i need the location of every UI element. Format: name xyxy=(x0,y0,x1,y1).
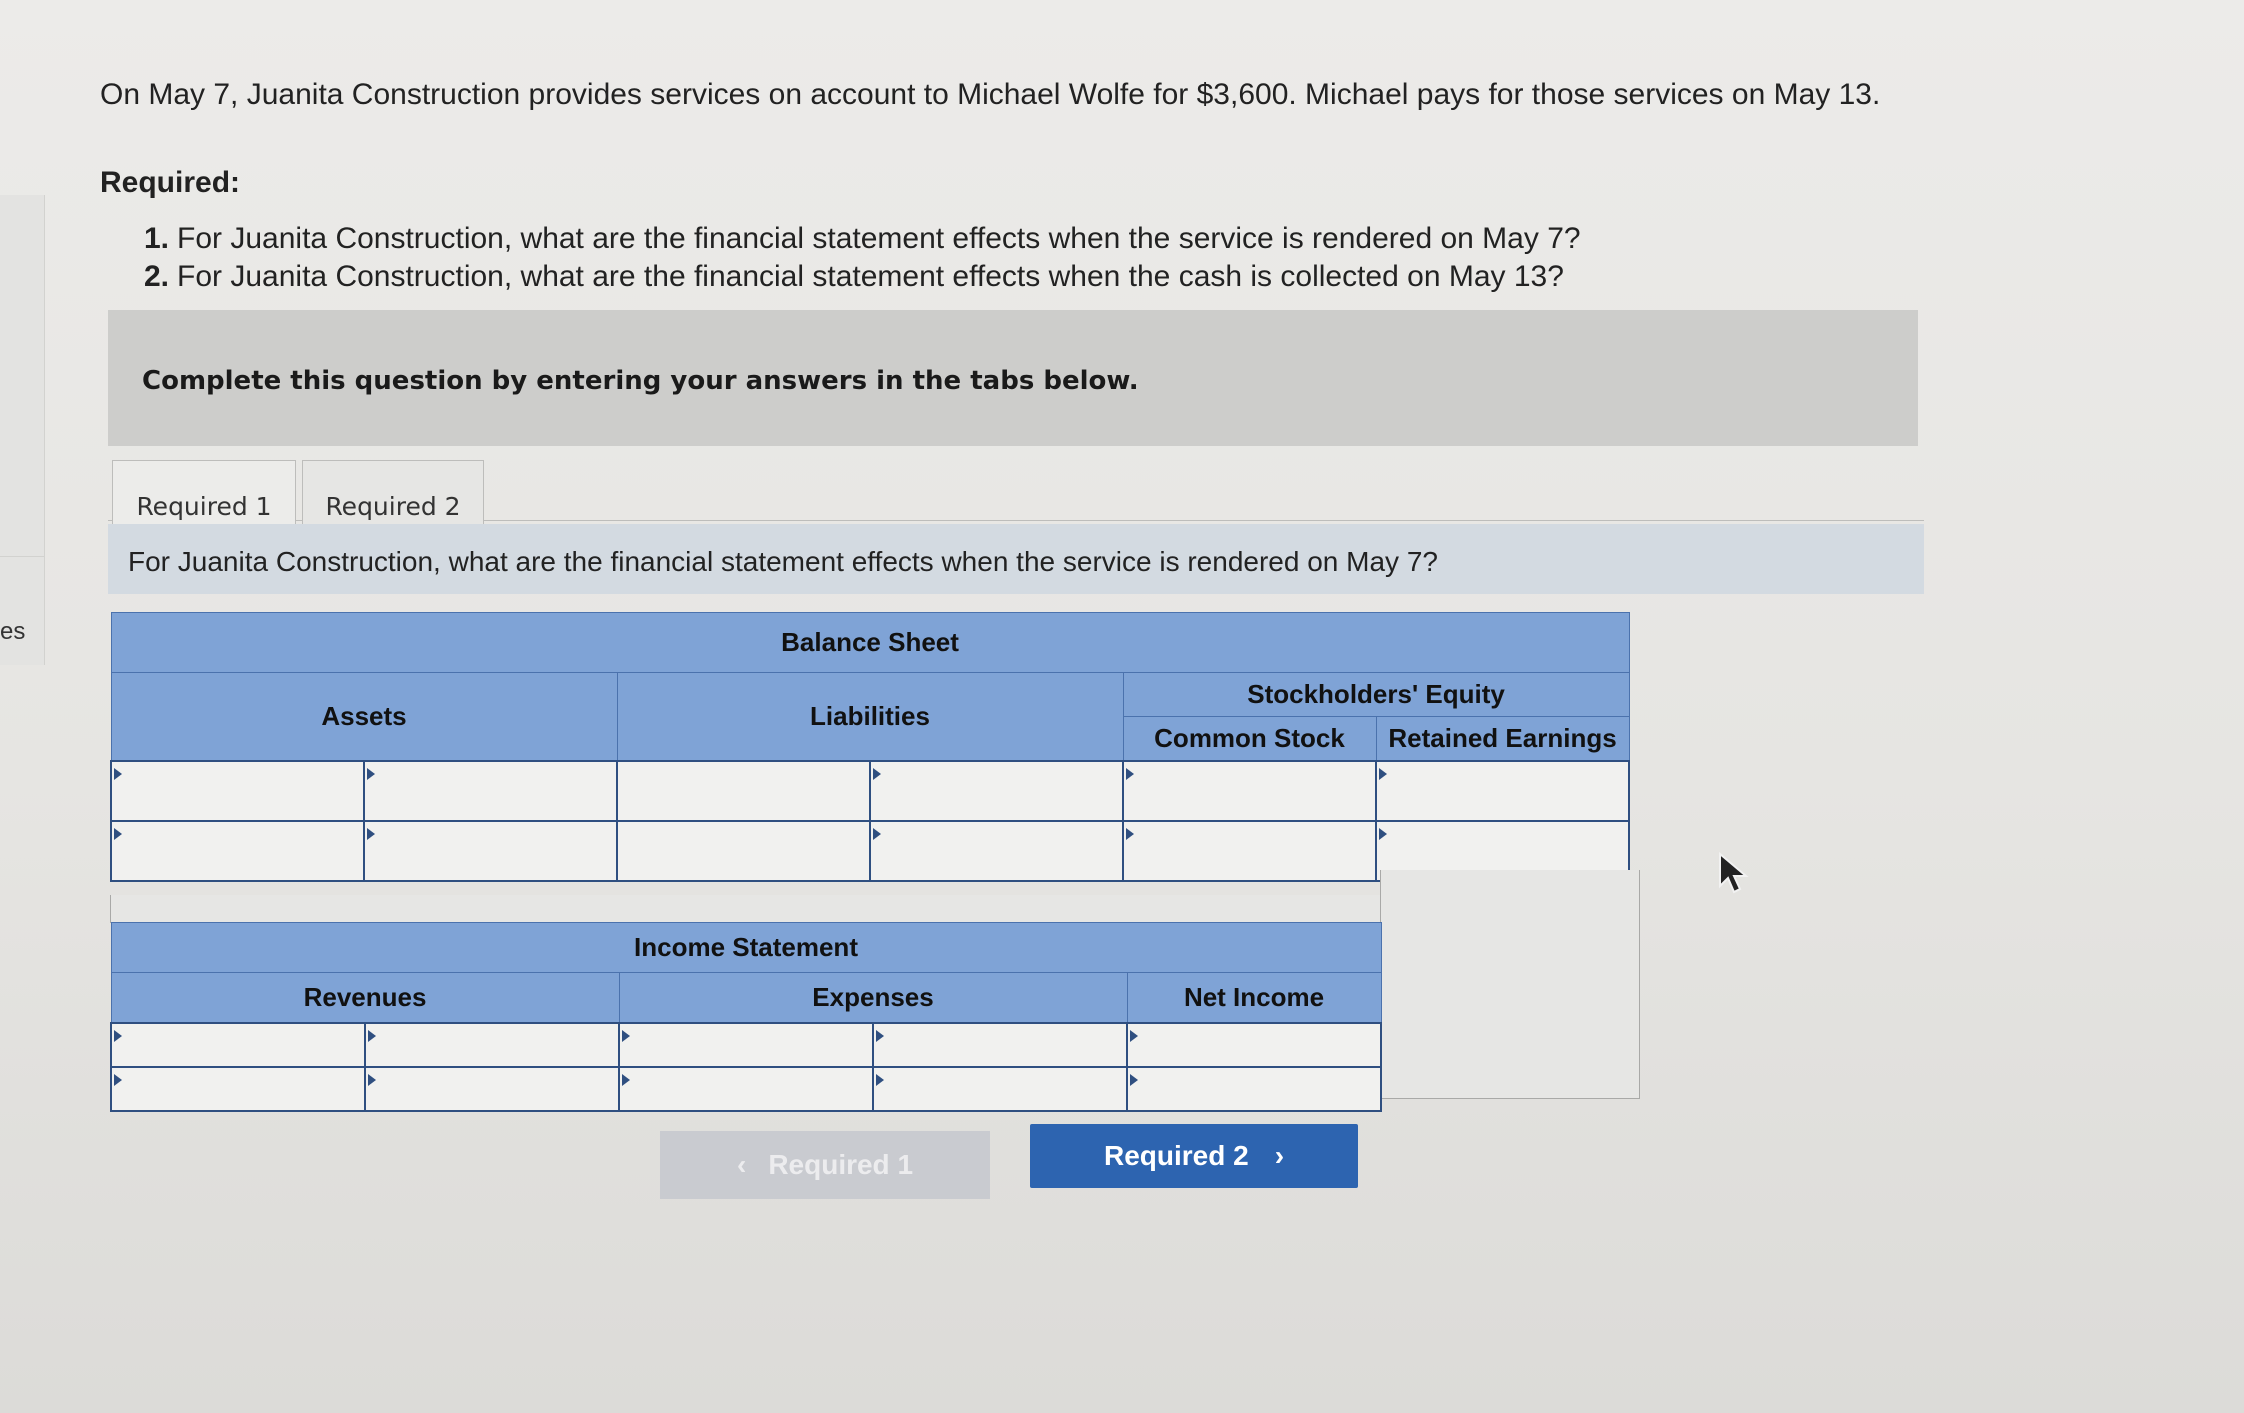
expenses-amount-cell[interactable] xyxy=(873,1023,1127,1067)
sidebar-partial-label: es xyxy=(0,618,26,645)
revenues-amount-cell[interactable] xyxy=(365,1023,619,1067)
assets-amount-input[interactable] xyxy=(365,762,616,820)
table-spacer-row xyxy=(110,895,1382,923)
previous-button-label: Required 1 xyxy=(768,1149,914,1180)
assets-account-input[interactable] xyxy=(112,762,363,820)
table-blank-area xyxy=(1380,870,1640,1099)
net-income-header: Net Income xyxy=(1127,973,1381,1023)
previous-required-button[interactable] xyxy=(660,1131,990,1199)
assets-amount-cell[interactable] xyxy=(364,821,617,881)
requirement-item xyxy=(144,258,1581,296)
required-heading: Required: xyxy=(100,166,241,199)
chevron-left-icon: ‹ xyxy=(736,1149,747,1180)
requirement-text: For Juanita Construction, what are the financial statement effects when the cash is collected on May 13? xyxy=(177,260,1564,293)
instruction-banner xyxy=(108,310,1918,446)
revenues-amount-cell[interactable] xyxy=(365,1067,619,1111)
problem-statement: On May 7, Juanita Construction provides services on account to Michael Wolfe for $3,600. Michael pays for those services on May 13. xyxy=(100,78,1881,111)
expenses-amount-input[interactable] xyxy=(874,1024,1126,1066)
requirement-text: For Juanita Construction, what are the financial statement effects when the service is rendered on May 7? xyxy=(177,222,1581,255)
chevron-right-icon: › xyxy=(1274,1140,1285,1171)
left-sidebar-divider xyxy=(0,556,44,669)
revenues-amount-input[interactable] xyxy=(366,1068,618,1110)
liabilities-account-input[interactable] xyxy=(618,762,869,820)
liabilities-amount-input[interactable] xyxy=(871,822,1122,880)
retained-earnings-cell[interactable] xyxy=(1376,761,1629,821)
requirement-item xyxy=(144,220,1581,258)
assets-amount-cell[interactable] xyxy=(364,761,617,821)
common-stock-header: Common Stock xyxy=(1123,717,1376,761)
liabilities-account-select[interactable] xyxy=(617,821,870,881)
net-income-input[interactable] xyxy=(1128,1024,1380,1066)
expenses-amount-input[interactable] xyxy=(874,1068,1126,1110)
requirements-list xyxy=(144,220,1581,296)
requirement-number: 1. xyxy=(144,222,170,255)
revenues-header: Revenues xyxy=(111,973,619,1023)
next-button-label: Required 2 xyxy=(1103,1140,1249,1171)
net-income-cell[interactable] xyxy=(1127,1023,1381,1067)
stockholders-equity-header: Stockholders' Equity xyxy=(1123,673,1629,717)
income-statement-table xyxy=(110,922,1380,1112)
assets-account-select[interactable] xyxy=(111,761,364,821)
expenses-account-input[interactable] xyxy=(620,1024,872,1066)
assets-account-input[interactable] xyxy=(112,822,363,880)
revenues-account-select[interactable] xyxy=(111,1023,365,1067)
net-income-input[interactable] xyxy=(1128,1068,1380,1110)
retained-earnings-header: Retained Earnings xyxy=(1376,717,1629,761)
assets-account-select[interactable] xyxy=(111,821,364,881)
revenues-account-input[interactable] xyxy=(112,1068,364,1110)
retained-earnings-input[interactable] xyxy=(1377,762,1628,820)
revenues-amount-input[interactable] xyxy=(366,1024,618,1066)
requirement-number: 2. xyxy=(144,260,170,293)
question-text: For Juanita Construction, what are the financial statement effects when the service is rendered on May 7? xyxy=(128,546,1438,577)
expenses-account-select[interactable] xyxy=(619,1023,873,1067)
revenues-account-input[interactable] xyxy=(112,1024,364,1066)
income-statement-header: Income Statement xyxy=(111,923,1381,973)
common-stock-cell[interactable] xyxy=(1123,821,1376,881)
expenses-amount-cell[interactable] xyxy=(873,1067,1127,1111)
next-required-button[interactable] xyxy=(1030,1124,1358,1188)
assets-header: Assets xyxy=(111,673,617,761)
liabilities-amount-cell[interactable] xyxy=(870,761,1123,821)
liabilities-header: Liabilities xyxy=(617,673,1123,761)
instruction-text: Complete this question by entering your answers in the tabs below. xyxy=(142,366,1139,396)
assets-amount-input[interactable] xyxy=(365,822,616,880)
liabilities-amount-cell[interactable] xyxy=(870,821,1123,881)
common-stock-cell[interactable] xyxy=(1123,761,1376,821)
liabilities-account-select[interactable] xyxy=(617,761,870,821)
mouse-cursor-icon xyxy=(1716,852,1752,896)
tab-required-2[interactable]: Required 2 xyxy=(302,460,484,553)
balance-sheet-table xyxy=(110,612,1628,882)
common-stock-input[interactable] xyxy=(1124,762,1375,820)
expenses-header: Expenses xyxy=(619,973,1127,1023)
tab-required-1[interactable]: Required 1 xyxy=(112,460,296,555)
revenues-account-select[interactable] xyxy=(111,1067,365,1111)
liabilities-amount-input[interactable] xyxy=(871,762,1122,820)
net-income-cell[interactable] xyxy=(1127,1067,1381,1111)
liabilities-account-input[interactable] xyxy=(618,822,869,880)
question-band xyxy=(108,524,1924,594)
expenses-account-input[interactable] xyxy=(620,1068,872,1110)
common-stock-input[interactable] xyxy=(1124,822,1375,880)
balance-sheet-header: Balance Sheet xyxy=(111,613,1629,673)
expenses-account-select[interactable] xyxy=(619,1067,873,1111)
